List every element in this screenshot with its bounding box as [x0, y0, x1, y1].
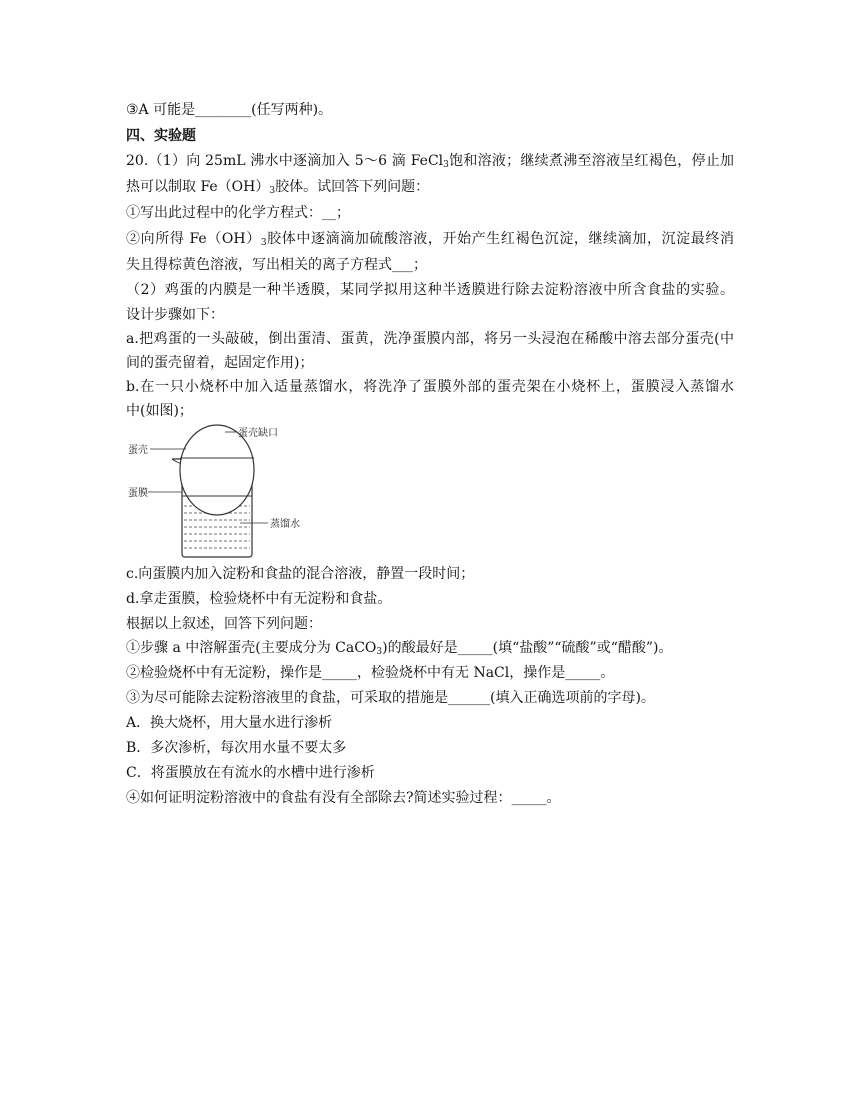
step-a: a.把鸡蛋的一头敲破，倒出蛋清、蛋黄，洗净蛋膜内部，将另一头浸泡在稀酸中溶去部分蛋壳(中: [126, 331, 734, 347]
sub-question-1: ①步骤 a 中溶解蛋壳(主要成分为 CaCO$_3$)的酸最好是_____(填“盐酸”“硫酸”或“醋酸”)。: [126, 640, 673, 657]
option-c: C．将蛋膜放在有流水的水槽中进行渗析: [126, 765, 375, 781]
step-b: b.在一只小烧杯中加入适量蒸馏水，将洗净了蛋膜外部的蛋壳架在小烧杯上，蛋膜浸入蒸馏水: [126, 379, 734, 395]
label-membrane: 蛋膜: [128, 488, 148, 499]
option-b: B．多次渗析，每次用水量不要太多: [126, 740, 347, 756]
sub-question-4: ④如何证明淀粉溶液中的食盐有没有全部除去?简述实验过程：_____。: [126, 790, 561, 806]
question-20-intro-cont: 热可以制取 $Fe(OH)_3$胶体。试回答下列问题：: [126, 179, 430, 196]
step-b-cont: 中(如图)；: [126, 403, 193, 419]
egg-membrane-diagram: [126, 420, 311, 560]
sub-question-3: ③为尽可能除去淀粉溶液里的食盐，可采取的措施是______(填入正确选项前的字母)。: [126, 690, 655, 706]
label-water: 蒸馏水: [270, 519, 300, 530]
label-notch: 蛋壳缺口: [238, 428, 278, 439]
sub-question-2: ②检验烧杯中有无淀粉，操作是_____，检验烧杯中有无 NaCl，操作是_____。: [126, 665, 615, 681]
option-a: A．换大烧杯，用大量水进行渗析: [126, 715, 333, 731]
questions-intro: 根据以上叙述，回答下列问题：: [126, 616, 322, 632]
question-20-intro: 20.（1）向 25mL 沸水中逐滴加入 5～6 滴 FeCl$_3$饱和溶液；继续煮沸至溶液呈红褐色，停止加: [126, 153, 734, 170]
question-19-part3: ③A 可能是________(任写两种)。: [126, 102, 333, 118]
question-20-sub2-cont: 失且得棕黄色溶液，写出相关的离子方程式___；: [126, 257, 427, 273]
step-c: c.向蛋膜内加入淀粉和食盐的混合溶液，静置一段时间；: [126, 566, 475, 582]
question-20-part2: （2）鸡蛋的内膜是一种半透膜，某同学拟用这种半透膜进行除去淀粉溶液中所含食盐的实验。: [126, 282, 734, 298]
section-heading: 四、实验题: [126, 128, 196, 144]
question-20-sub1: ①写出此过程中的化学方程式：__；: [126, 205, 350, 221]
step-a-cont: 间的蛋壳留着，起固定作用)；: [126, 355, 314, 371]
steps-intro: 设计步骤如下：: [126, 307, 224, 323]
question-20-sub2: ②向所得 $Fe(OH)_3$胶体中逐滴滴加硫酸溶液，开始产生红褐色沉淀，继续滴加，沉淀最终消: [126, 231, 735, 248]
label-shell: 蛋壳: [128, 445, 148, 456]
step-d: d.拿走蛋膜，检验烧杯中有无淀粉和食盐。: [126, 591, 392, 607]
